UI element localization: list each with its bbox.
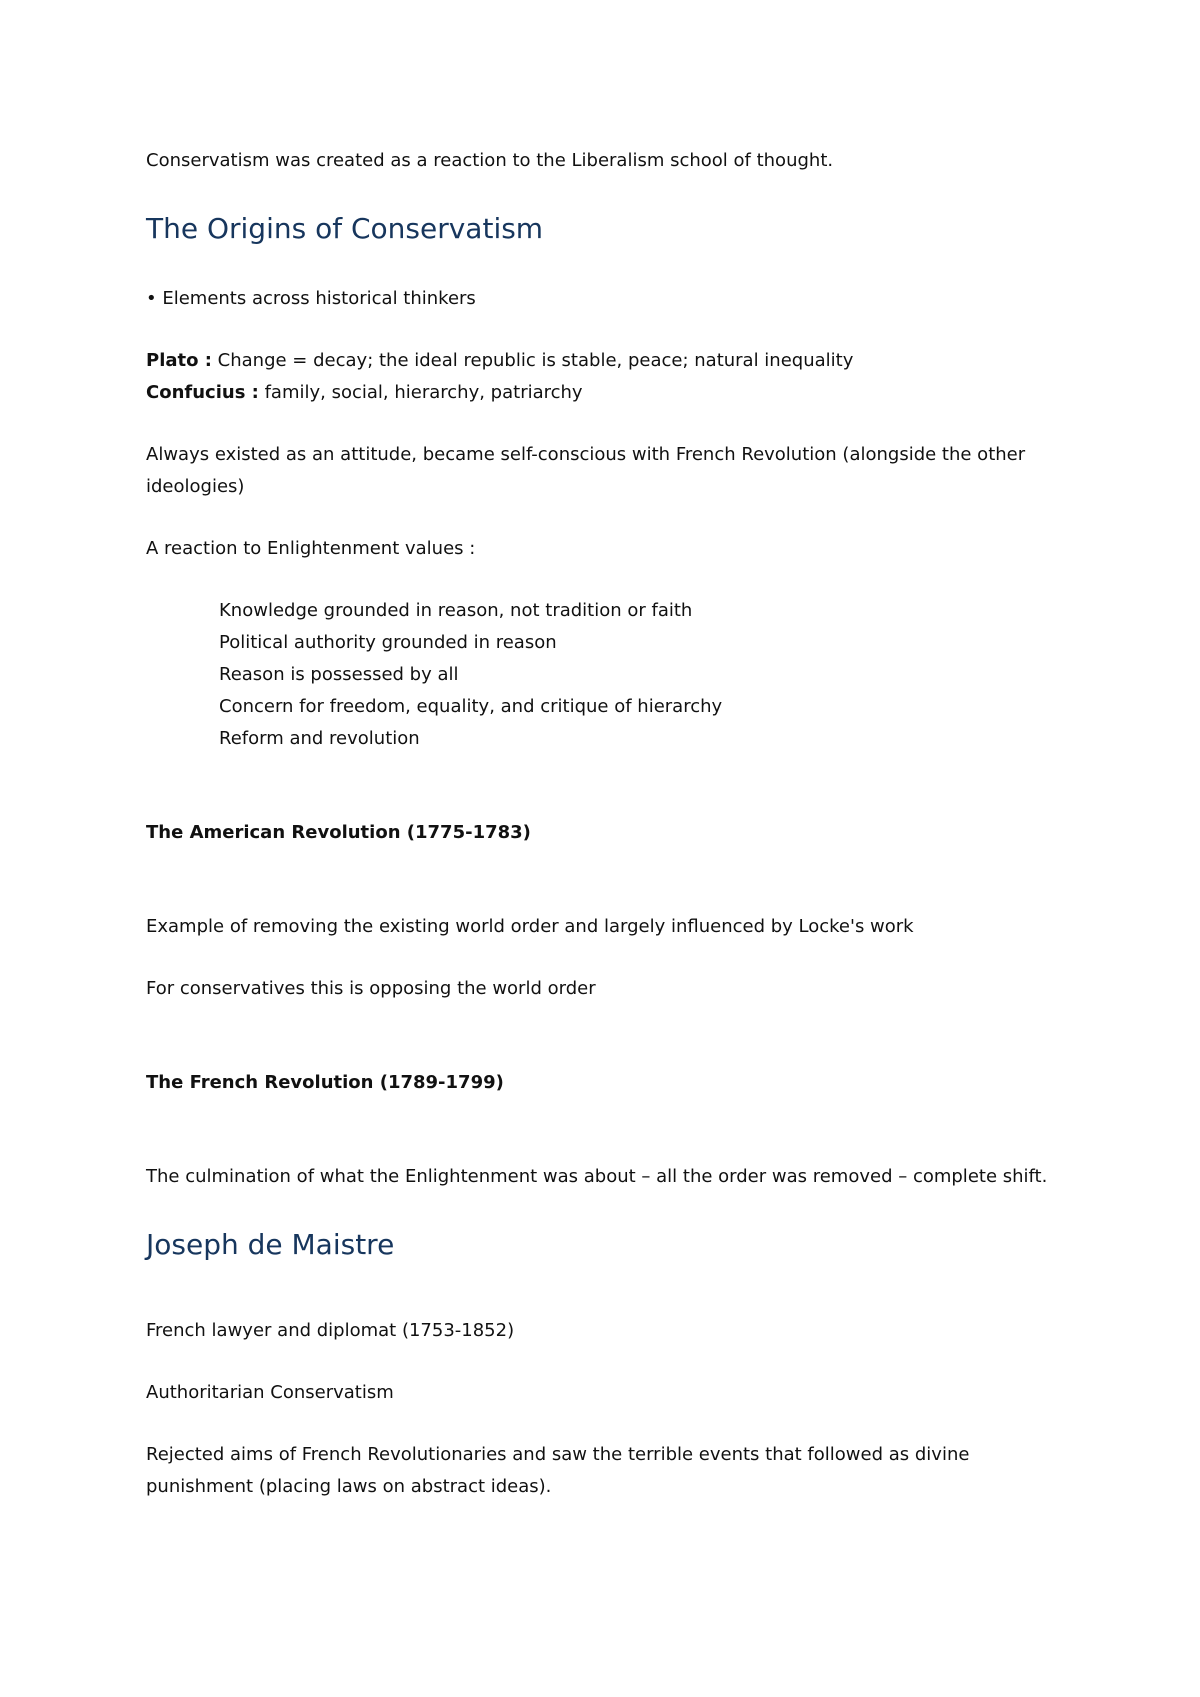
enlightenment-value-item: Political authority grounded in reason [219, 632, 557, 653]
confucius-line [146, 377, 583, 409]
enlightenment-value-item: Reform and revolution [219, 728, 420, 749]
heading-joseph-de-maistre: Joseph de Maistre [146, 1228, 395, 1261]
heading-origins-of-conservatism: The Origins of Conservatism [146, 212, 544, 245]
plato-label: Plato : [146, 350, 212, 371]
american-example-paragraph: Example of removing the existing world order and largely influenced by Locke's work [146, 916, 914, 937]
heading-american-revolution: The American Revolution (1775-1783) [146, 822, 531, 843]
confucius-text: family, social, hierarchy, patriarchy [258, 382, 583, 403]
enlightenment-value-item: Knowledge grounded in reason, not tradition or faith [219, 600, 693, 621]
maistre-rejected-line-2: punishment (placing laws on abstract ideas). [146, 1476, 552, 1497]
confucius-label: Confucius : [146, 382, 259, 403]
attitude-paragraph-line-2: ideologies) [146, 476, 245, 497]
intro-paragraph: Conservatism was created as a reaction to the Liberalism school of thought. [146, 150, 834, 171]
enlightenment-value-item: Reason is possessed by all [219, 664, 459, 685]
plato-text: Change = decay; the ideal republic is stable, peace; natural inequality [211, 350, 854, 371]
heading-french-revolution: The French Revolution (1789-1799) [146, 1072, 504, 1093]
french-culmination-paragraph: The culmination of what the Enlightenment was about – all the order was removed – complete shift. [146, 1166, 1048, 1187]
maistre-rejected-line-1: Rejected aims of French Revolutionaries and saw the terrible events that followed as divine [146, 1444, 970, 1465]
maistre-type-paragraph: Authoritarian Conservatism [146, 1382, 394, 1403]
enlightenment-value-item: Concern for freedom, equality, and critique of hierarchy [219, 696, 723, 717]
plato-line [146, 345, 853, 377]
attitude-paragraph-line-1: Always existed as an attitude, became self-conscious with French Revolution (alongside the other [146, 444, 1026, 465]
enlightenment-intro: A reaction to Enlightenment values : [146, 538, 476, 559]
american-conservatives-paragraph: For conservatives this is opposing the world order [146, 978, 596, 999]
maistre-bio-paragraph: French lawyer and diplomat (1753-1852) [146, 1320, 515, 1341]
bullet-elements-historical-thinkers: • Elements across historical thinkers [146, 288, 476, 309]
